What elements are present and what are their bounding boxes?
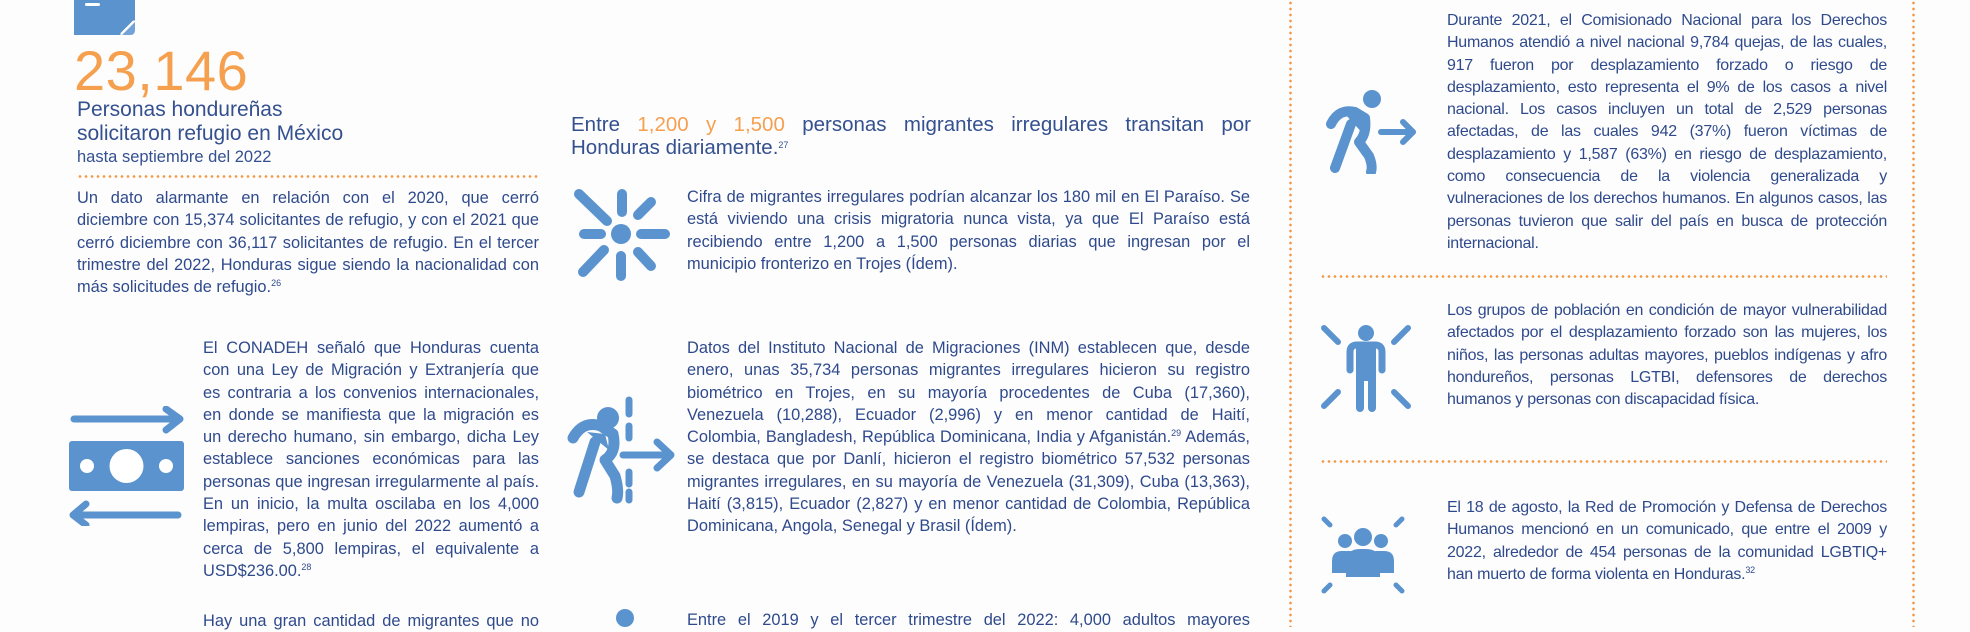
right-item-2: Los grupos de población en condición de mayor vulnerabilidad afectados por el desplazamiento forzado son las mujeres, los niños, las personas adultas mayores, pueblos indígenas y afro hondureños, personas LGTBI, defensores de derechos humanos y personas con discapacidad física. bbox=[1447, 302, 1887, 409]
left-divider bbox=[77, 175, 539, 178]
middle-item-2-text-b: Además, se destaca que por Danlí, hicieron el registro biométrico 57,532 personas migrantes irregulares, en su mayoría de Venezuela (31,309), Cuba (13,363), Haití (3,815), Ecuador (2,827) y en menor cantidad de Colombia, República Dominicana, Angola, Senegal y Brasil (Ídem). bbox=[687, 428, 1250, 536]
middle-headline bbox=[571, 113, 1251, 159]
sunburst-icon bbox=[571, 186, 671, 282]
headline-prefix: Entre bbox=[571, 113, 620, 136]
footnote-27: 27 bbox=[778, 140, 789, 150]
stat-title-line2: solicitaron refugio en México bbox=[77, 122, 344, 145]
left-para-2-text: El CONADEH señaló que Honduras cuenta con una Ley de Migración y Extranjería que es contraria a los convenios internacionales, en donde se manifiesta que la migración es un derecho humano, sin embargo, dicha Ley establece sanciones económicas para las personas que ingresan irregularmente al país. En un inicio, la multa oscilaba en los 4,000 lempiras, pero en junio del 2022 aumentó a cerca de 5,800 lempiras, el equivalente a USD$236.00. bbox=[203, 339, 539, 580]
document-icon bbox=[74, 0, 136, 36]
middle-item-2 bbox=[687, 337, 1250, 538]
footnote-26: 26 bbox=[271, 278, 282, 289]
right-item-3 bbox=[1447, 497, 1887, 586]
footnote-32: 32 bbox=[1745, 564, 1755, 575]
stat-number: 23,146 bbox=[74, 39, 249, 102]
left-para-3: Hay una gran cantidad de migrantes que no bbox=[203, 612, 539, 630]
right-item-1: Durante 2021, el Comisionado Nacional para los Derechos Humanos atendió a nivel nacional 9,784 quejas, de las cuales, 917 fueron por desplazamiento forzado o riesgo de desplazamiento, esto representa el 9% de los casos a nivel nacional. Los casos incluyen un total de 2,529 personas afectadas, de las cuales 942 (37%) fueron víctimas de desplazamiento y 1,587 (63%) en riesgo de desplazamiento, como consecuencia de la violencia generalizada y vulneraciones de los derechos humanos. En algunos casos, las personas tuvieron que salir del país en busca de protección internacional. bbox=[1447, 12, 1887, 252]
person-icon bbox=[614, 607, 636, 627]
right-box-border-left bbox=[1289, 0, 1292, 627]
right-box-border-right bbox=[1912, 0, 1915, 627]
middle-item-2-text-a: Datos del Instituto Nacional de Migraciones (INM) establecen que, desde enero, unas 35,734 personas migrantes irregulares hicieron su registro biométrico en Trojes, en su mayoría procedentes de Cuba (17,360), Venezuela (10,288), Ecuador (2,996) y en menor cantidad de Haití, Colombia, Bangladesh, República Dominicana, India y Afganistán. bbox=[687, 339, 1250, 447]
footnote-28: 28 bbox=[301, 561, 312, 572]
money-exchange-icon bbox=[66, 406, 188, 526]
border-crossing-icon bbox=[565, 394, 680, 506]
left-para-1-text: Un dato alarmante en relación con el 2020, que cerró diciembre con 15,374 solicitantes de refugio, y con el 2021 que cerró diciembre con 36,117 solicitantes de refugio. En el tercer trimestre del 2022, Honduras sigue siendo la nacionalidad con más solicitudes de refugio. bbox=[77, 189, 539, 297]
footnote-29: 29 bbox=[1171, 428, 1182, 439]
left-para-1 bbox=[77, 187, 539, 298]
community-group-icon bbox=[1318, 515, 1418, 595]
right-divider-1 bbox=[1320, 275, 1887, 278]
person-leaving-icon bbox=[1325, 88, 1420, 174]
right-divider-2 bbox=[1320, 460, 1887, 463]
right-item-3-text: El 18 de agosto, la Red de Promoción y Defensa de Derechos Humanos mencionó en un comunicado, que entre el 2009 y 2022, alrededor de 454 personas de la comunidad LGBTIQ+ han muerto de forma violenta en Honduras. bbox=[1447, 499, 1887, 583]
headline-highlight: 1,200 y 1,500 bbox=[637, 113, 785, 136]
middle-item-3: Entre el 2019 y el tercer trimestre del 2022: 4,000 adultos mayores bbox=[687, 611, 1250, 629]
headline-suffix: personas migrantes irregulares transitan por Honduras diariamente. bbox=[571, 113, 1251, 159]
stat-subtitle: hasta septiembre del 2022 bbox=[77, 148, 272, 166]
stat-title-line1: Personas hondureñas bbox=[77, 98, 283, 121]
vulnerable-person-icon bbox=[1320, 322, 1414, 418]
left-para-2 bbox=[203, 337, 539, 582]
middle-item-1: Cifra de migrantes irregulares podrían alcanzar los 180 mil en El Paraíso. Se está viviendo una crisis migratoria nunca vista, ya que El Paraíso está recibiendo entre 1,200 a 1,500 personas diarias que ingresan por el municipio fronterizo en Trojes (Ídem). bbox=[687, 188, 1250, 273]
